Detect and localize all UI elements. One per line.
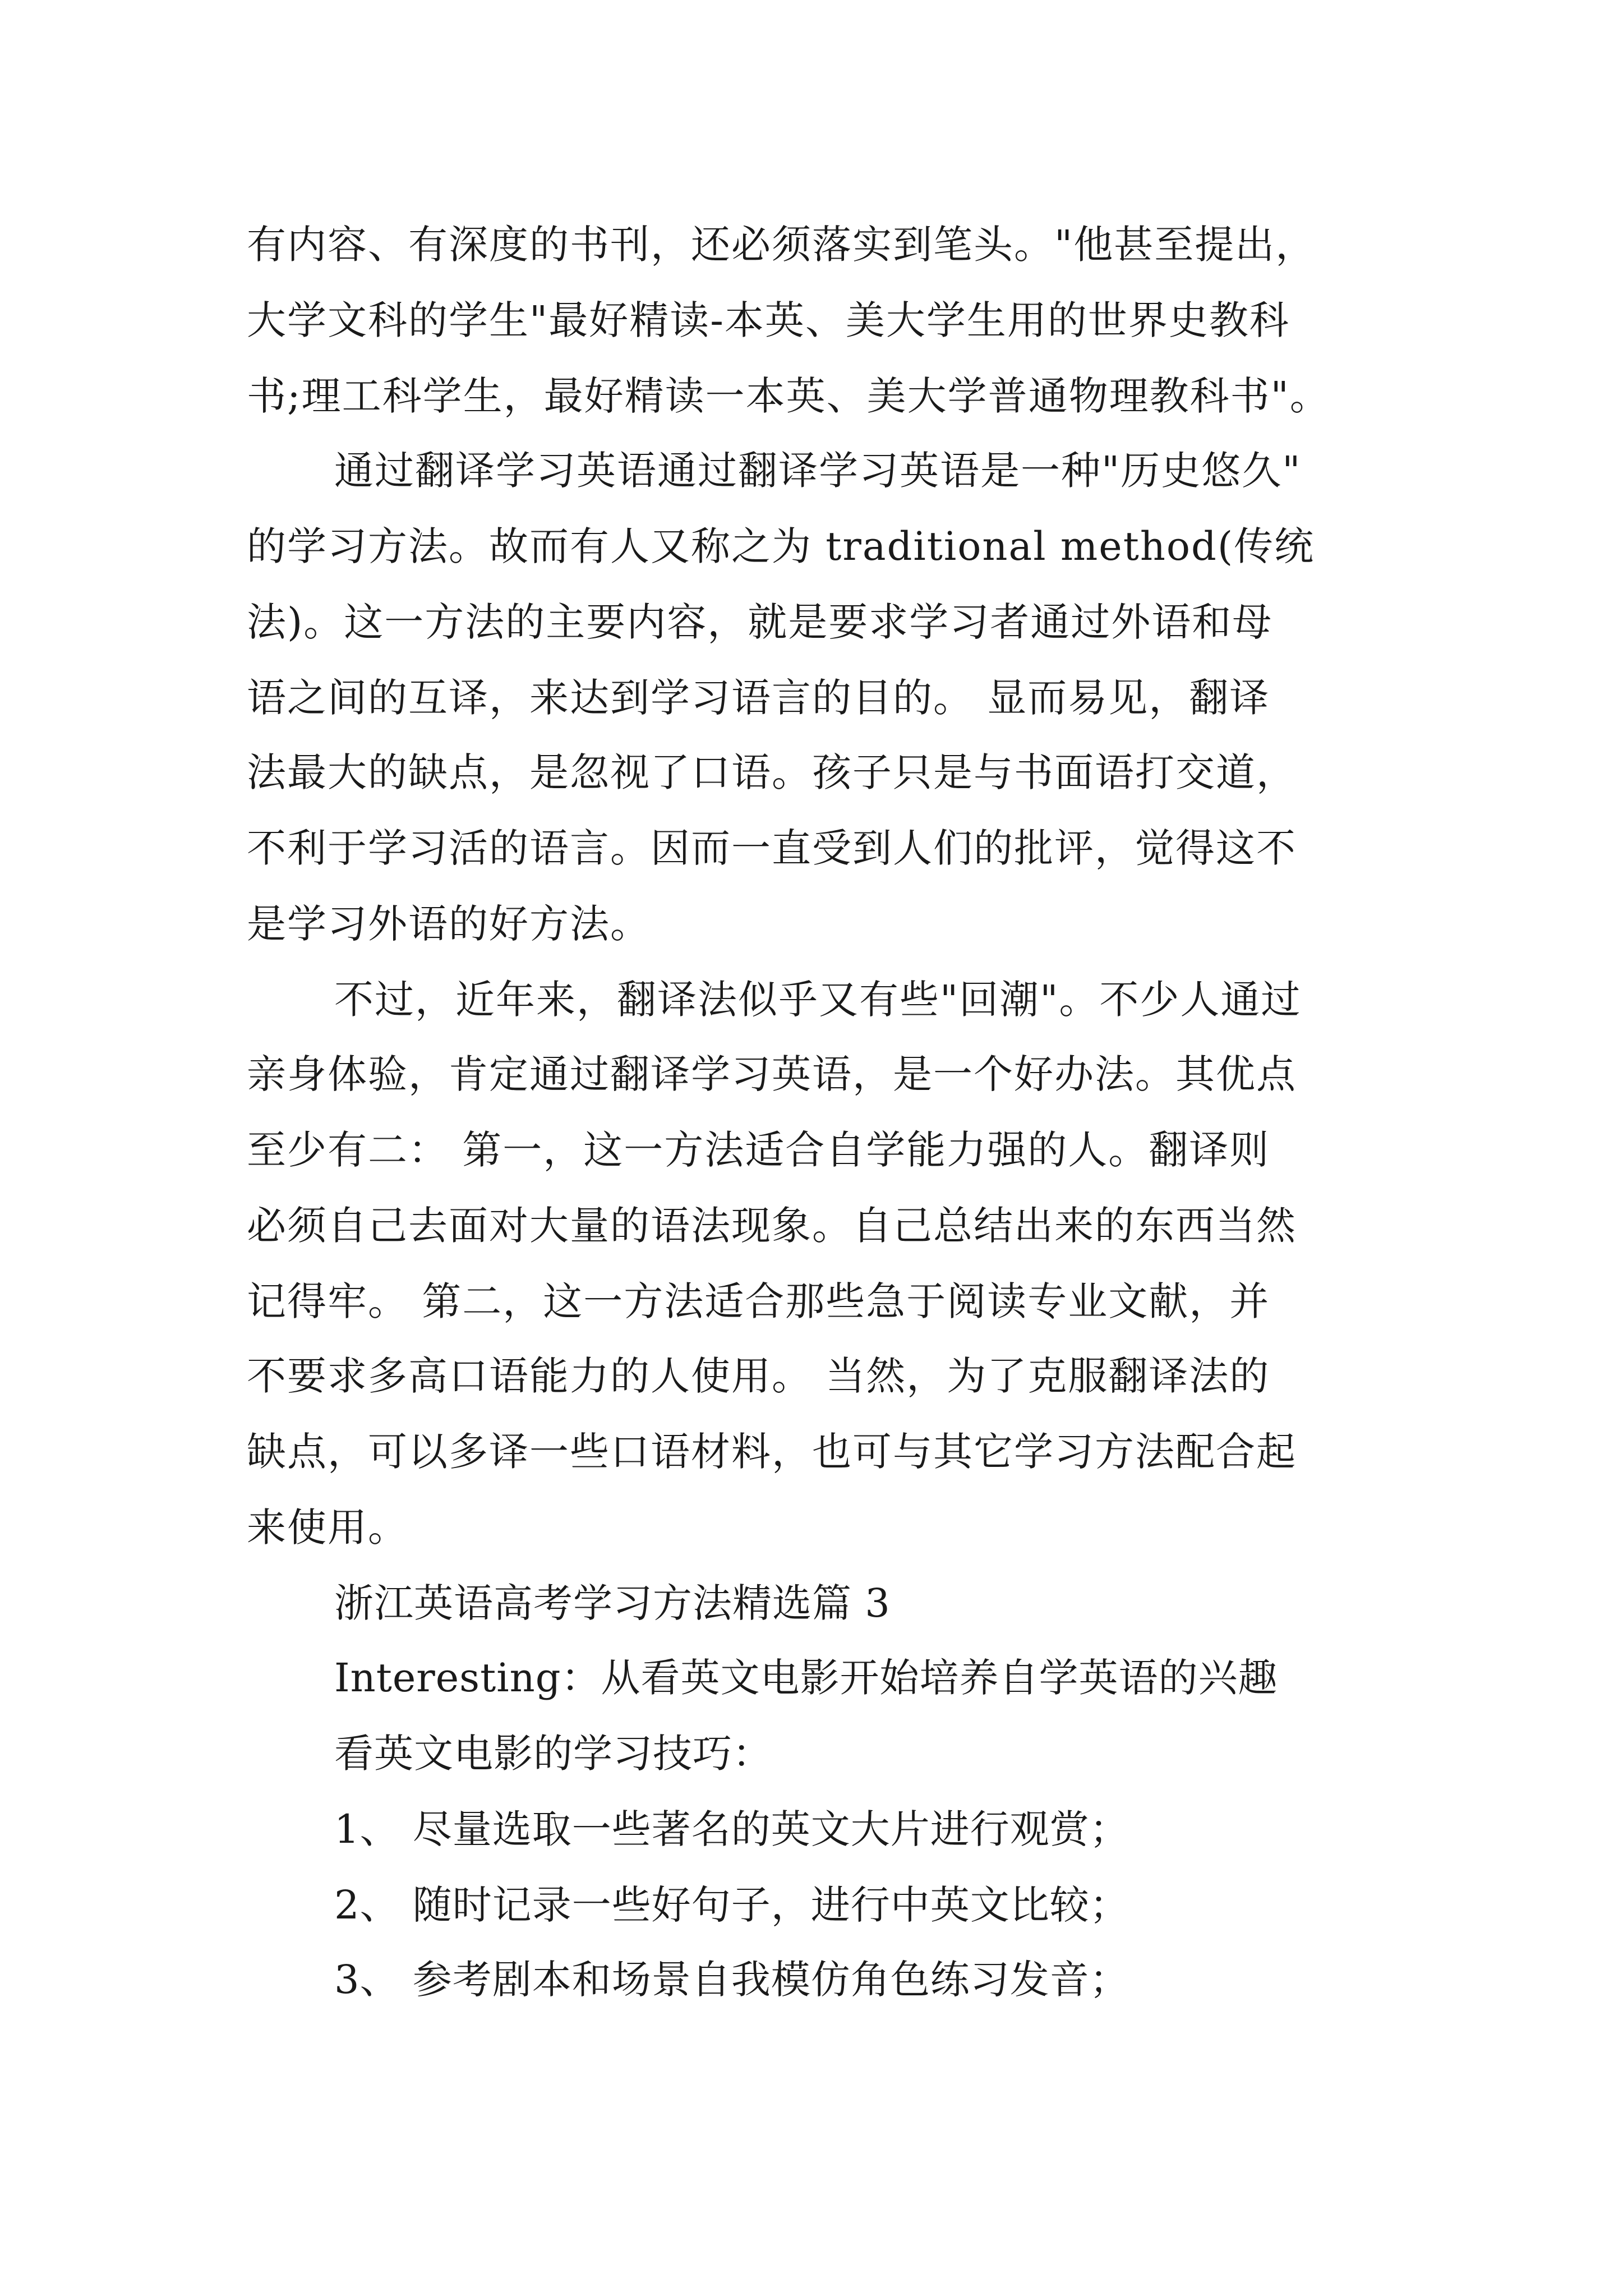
paragraph-line: 法最大的缺点，是忽视了口语。孩子只是与书面语打交道， bbox=[247, 749, 1297, 795]
paragraph-line: 是学习外语的好方法。 bbox=[247, 901, 651, 947]
list-item: 2、 随时记录一些好句子，进行中英文比较； bbox=[334, 1882, 1129, 1928]
paragraph-line: 语之间的互译，来达到学习语言的目的。 显而易见，翻译 bbox=[247, 675, 1270, 721]
paragraph-line: 法)。这一方法的主要内容，就是要求学习者通过外语和母 bbox=[247, 599, 1273, 645]
paragraph-line: 记得牢。 第二，这一方法适合那些急于阅读专业文献，并 bbox=[247, 1278, 1270, 1324]
list-item: 3、 参考剧本和场景自我模仿角色练习发音； bbox=[334, 1957, 1129, 2003]
section-title: 浙江英语高考学习方法精选篇 3 bbox=[334, 1580, 891, 1626]
paragraph-line: 至少有二： 第一，这一方法适合自学能力强的人。翻译则 bbox=[247, 1127, 1270, 1173]
paragraph-line: 大学文科的学生"最好精读-本英、美大学生用的世界史教科 bbox=[247, 297, 1290, 343]
paragraph-line: 不要求多高口语能力的人使用。 当然，为了克服翻译法的 bbox=[247, 1353, 1270, 1399]
paragraph-line: 通过翻译学习英语通过翻译学习英语是一种"历史悠久" bbox=[334, 448, 1302, 494]
list-item: 1、 尽量选取一些著名的英文大片进行观赏； bbox=[334, 1806, 1129, 1852]
paragraph-line: 必须自己去面对大量的语法现象。自己总结出来的东西当然 bbox=[247, 1203, 1297, 1249]
paragraph-line: 来使用。 bbox=[247, 1504, 408, 1550]
paragraph-line: 书;理工科学生，最好精读一本英、美大学普通物理教科书"。 bbox=[247, 373, 1330, 419]
paragraph-line: 不利于学习活的语言。因而一直受到人们的批评，觉得这不 bbox=[247, 825, 1297, 871]
interesting-line: Interesting：从看英文电影开始培养自学英语的兴趣 bbox=[334, 1655, 1278, 1701]
tips-heading: 看英文电影的学习技巧： bbox=[334, 1731, 772, 1777]
paragraph-line: 有内容、有深度的书刊，还必须落实到笔头。"他甚至提出， bbox=[247, 222, 1316, 268]
paragraph-line: 不过，近年来，翻译法似乎又有些"回潮"。不少人通过 bbox=[334, 977, 1302, 1023]
paragraph-line: 亲身体验，肯定通过翻译学习英语，是一个好办法。其优点 bbox=[247, 1051, 1297, 1097]
paragraph-line: 缺点，可以多译一些口语材料，也可与其它学习方法配合起 bbox=[247, 1429, 1297, 1475]
paragraph-line: 的学习方法。故而有人又称之为 traditional method(传统 bbox=[247, 523, 1315, 569]
